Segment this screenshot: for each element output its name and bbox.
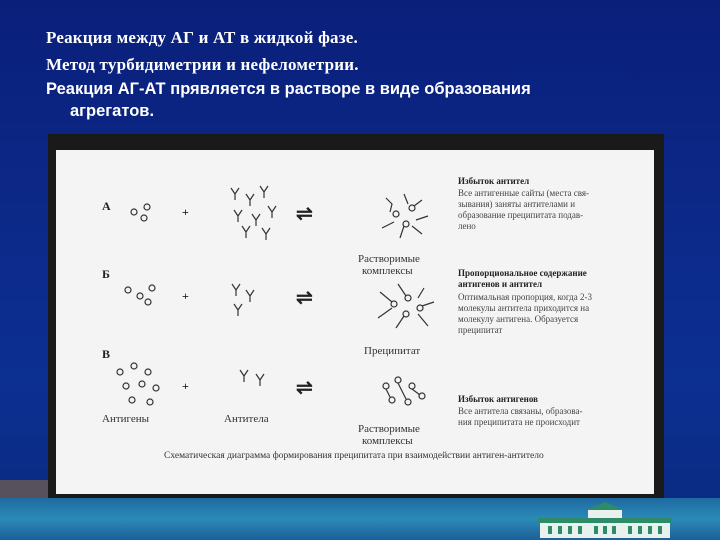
antigens-c — [117, 363, 159, 405]
equilibrium-arrow-c: ⇌ — [296, 377, 313, 399]
legend-antibodies: Антитела — [224, 413, 269, 425]
building-logo-icon — [530, 500, 680, 540]
row-label-c: В — [102, 347, 111, 361]
antigens-a — [131, 204, 150, 221]
title-line-1: Реакция между АГ и АТ в жидкой фазе. — [46, 28, 358, 47]
note-a-title: Избыток антител — [458, 176, 530, 186]
diagram-image — [56, 150, 654, 494]
title-line-3-cont: агрегатов. — [70, 102, 155, 120]
diagram-image-frame — [48, 134, 664, 498]
result-label-c-1: Растворимые — [358, 423, 420, 435]
note-a-line-3: образование преципитата подав- — [458, 210, 584, 220]
note-a-line-1: Все антигенные сайты (места свя- — [458, 188, 590, 198]
plus-b: + — [182, 289, 189, 303]
legend-antigens: Антигены — [102, 413, 150, 425]
row-label-b: Б — [102, 267, 110, 281]
result-label-c-2: комплексы — [362, 435, 413, 447]
plus-a: + — [182, 205, 189, 219]
title-line-2: Метод турбидиметрии и нефелометрии. — [46, 55, 359, 74]
result-label-a-2: комплексы — [362, 265, 413, 277]
antibodies-c — [240, 370, 264, 386]
plus-c: + — [182, 379, 189, 393]
note-c-line-1: Все антитела связаны, образова- — [458, 406, 583, 416]
result-label-a-1: Растворимые — [358, 253, 420, 265]
precipitation-diagram — [56, 150, 654, 494]
note-c-line-2: ния преципитата не происходит — [458, 417, 580, 427]
antibodies-a — [231, 186, 276, 240]
result-label-b: Преципитат — [364, 345, 421, 357]
slide-title-block — [46, 24, 706, 122]
note-a-line-2: зывания) заняты антителами и — [458, 199, 576, 209]
equilibrium-arrow-b: ⇌ — [296, 287, 313, 309]
note-b-title-2: антигенов и антител — [458, 279, 543, 289]
title-line-3: Реакция АГ-АТ прявляется в растворе в виде образования — [46, 80, 531, 98]
note-c-title: Избыток антигенов — [458, 394, 538, 404]
diagram-caption: Схематическая диаграмма формирования преципитата при взаимодействии антиген-антитело — [164, 451, 544, 461]
row-label-a: А — [102, 199, 111, 213]
precipitate-b — [378, 284, 434, 328]
complex-c — [383, 377, 425, 405]
antigens-b — [125, 285, 155, 305]
note-b-line-2: молекулы антитела приходится на — [458, 303, 590, 313]
equilibrium-arrow-a: ⇌ — [296, 203, 313, 225]
complex-a — [382, 194, 428, 238]
note-b-line-3: молекулу антигена. Образуется — [458, 314, 579, 324]
note-b-line-4: преципитат — [458, 325, 503, 335]
note-b-title-1: Пропорциональное содержание — [458, 268, 587, 278]
note-a-line-4: лено — [458, 221, 476, 231]
note-b-line-1: Оптимальная пропорция, когда 2-3 — [458, 292, 592, 302]
antibodies-b — [232, 284, 254, 316]
